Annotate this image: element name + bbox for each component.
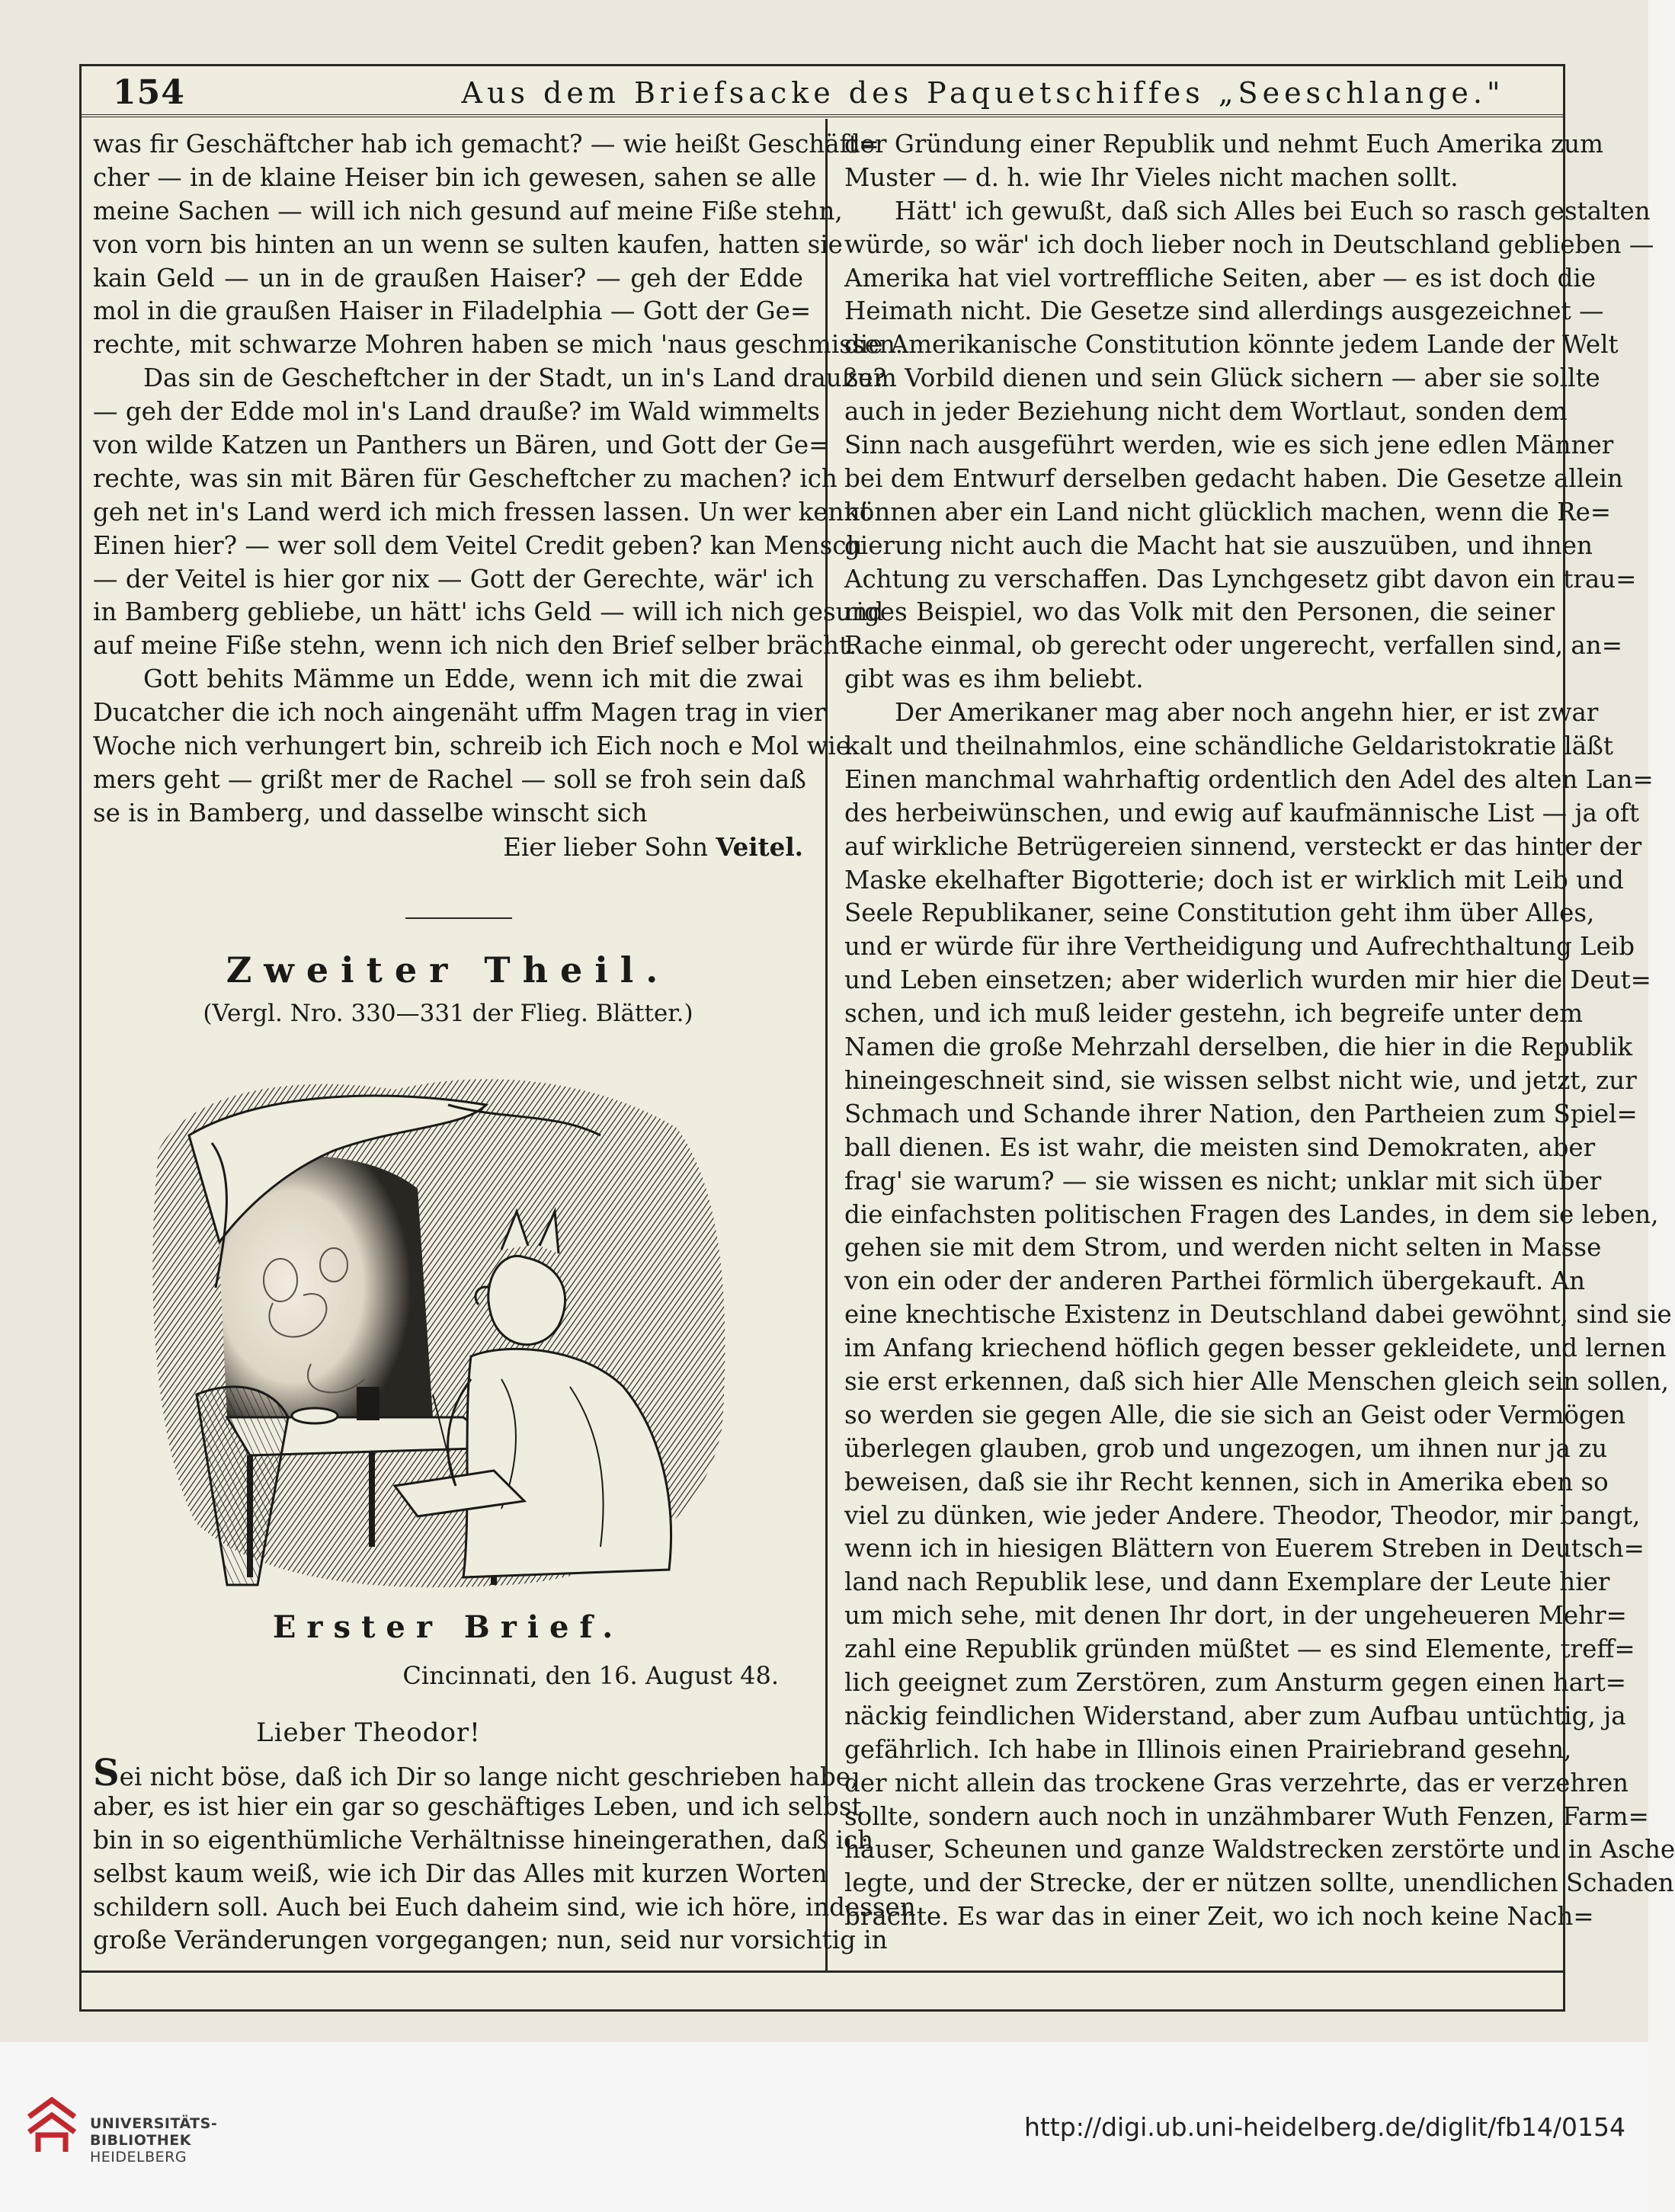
- text-line: schildern soll. Auch bei Euch daheim sind, wie ich höre, indessen: [93, 1892, 916, 1922]
- text-line: bin in so eigenthümliche Verhältnisse hineingerathen, daß ich: [93, 1825, 874, 1855]
- running-title: Aus dem Briefsacke des Paquetschiffes „Seeschlange.": [461, 76, 1505, 110]
- institution-name[interactable]: [90, 2115, 217, 2166]
- text-line: gibt was es ihm beliebt.: [844, 664, 1144, 694]
- text-line: viel zu dünken, wie jeder Andere. Theodor, Theodor, mir bangt,: [844, 1500, 1641, 1530]
- text-line: — geh der Edde mol in's Land drauße? im Wald wimmelts: [93, 397, 820, 427]
- text-line: Das sin de Gescheftcher in der Stadt, un in's Land drauße?: [143, 363, 886, 393]
- text-line: brachte. Es war das in einer Zeit, wo ich noch keine Nach=: [844, 1902, 1594, 1932]
- text-line: Der Amerikaner mag aber noch angehn hier, er ist zwar: [895, 698, 1599, 728]
- text-line: gefährlich. Ich habe in Illinois einen Prairiebrand gesehn,: [844, 1734, 1572, 1764]
- text-line: in Bamberg gebliebe, un hätt' ichs Geld — will ich nich gesund: [93, 597, 884, 627]
- text-line: Gott behits Mämme un Edde, wenn ich mit die zwai: [143, 664, 803, 694]
- text-line: Ducatcher die ich noch aingenäht uffm Magen trag in vier: [93, 698, 826, 728]
- institution-line: BIBLIOTHEK: [90, 2132, 191, 2149]
- part-subtitle: (Vergl. Nro. 330—331 der Flieg. Blätter.): [203, 1000, 693, 1027]
- text-line: mol in die graußen Haiser in Filadelphia — Gott der Ge=: [93, 296, 812, 326]
- text-line: gehen sie mit dem Strom, und werden nicht selten in Masse: [844, 1233, 1602, 1263]
- dateline: Cincinnati, den 16. August 48.: [402, 1661, 779, 1690]
- text-line: überlegen glauben, grob und ungezogen, um ihnen nur ja zu: [844, 1433, 1608, 1463]
- letter-title: Erster Brief.: [272, 1609, 624, 1645]
- text-line: häuser, Scheunen und ganze Waldstrecken zerstörte und in Asche: [844, 1835, 1675, 1865]
- text-line: auf meine Fiße stehn, wenn ich nich den Brief selber brächt.: [93, 631, 857, 661]
- text-line: um mich sehe, mit denen Ihr dort, in der ungeheueren Mehr=: [844, 1601, 1627, 1631]
- text-line: rechte, mit schwarze Mohren haben se mich 'naus geschmissen.: [93, 330, 904, 360]
- text-line: ball dienen. Es ist wahr, die meisten sind Demokraten, aber: [844, 1132, 1596, 1162]
- text-line: Sei nicht böse, daß ich Dir so lange nicht geschrieben habe,: [93, 1752, 859, 1794]
- text-line: die einfachsten politischen Fragen des Landes, in dem sie leben,: [844, 1199, 1659, 1229]
- page-number: 154: [113, 73, 185, 112]
- signature-prefix: Eier lieber Sohn: [503, 832, 709, 862]
- text-line: Hätt' ich gewußt, daß sich Alles bei Euch so rasch gestalten: [895, 196, 1651, 226]
- permalink-url[interactable]: http://digi.ub.uni-heidelberg.de/diglit/fb14/0154: [1023, 2112, 1625, 2142]
- text-line: Namen die große Mehrzahl derselben, die hier in die Republik: [844, 1032, 1633, 1062]
- engraving-man-writing-letter-icon: [143, 1059, 753, 1593]
- text-line: und Leben einsetzen; aber widerlich wurden mir hier die Deut=: [844, 965, 1651, 995]
- text-line: Einen manchmal wahrhaftig ordentlich den Adel des alten Lan=: [844, 764, 1654, 794]
- dropcap: S: [93, 1752, 120, 1794]
- text-line: aber, es ist hier ein gar so geschäftiges Leben, und ich selbst: [93, 1791, 862, 1821]
- text-line: geh net in's Land werd ich mich fressen lassen. Un wer kennt: [93, 497, 870, 527]
- text-line: rechte, was sin mit Bären für Gescheftcher zu machen? ich: [93, 463, 838, 493]
- text-line: Rache einmal, ob gerecht oder ungerecht, verfallen sind, an=: [844, 631, 1622, 661]
- text-line: gierung nicht auch die Macht hat sie auszuüben, und ihnen: [844, 530, 1593, 560]
- text-line: auf wirkliche Betrügereien sinnend, versteckt er das hinter der: [844, 831, 1642, 861]
- bottom-rule: [79, 1970, 1565, 1973]
- text-line: hineingeschneit sind, sie wissen selbst nicht wie, und jetzt, zur: [844, 1065, 1637, 1095]
- signature-name: Veitel.: [716, 831, 803, 862]
- text-line: von ein oder der anderen Parthei förmlich übergekauft. An: [844, 1266, 1586, 1296]
- text-line: mers geht — grißt mer de Rachel — soll se froh sein daß: [93, 764, 806, 794]
- text-line: lich geeignet zum Zerstören, zum Ansturm gegen einen hart=: [844, 1667, 1626, 1697]
- text-line: des herbeiwünschen, und ewig auf kaufmännische List — ja oft: [844, 798, 1639, 827]
- text-line: die Amerikanische Constitution könnte jedem Lande der Welt: [844, 330, 1619, 360]
- text-line: riges Beispiel, wo das Volk mit den Personen, die seiner: [844, 597, 1555, 627]
- text-line: legte, und der Strecke, der er nützen sollte, unendlichen Schaden: [844, 1868, 1674, 1898]
- header-rule: [79, 114, 1565, 117]
- text-line: wenn ich in hiesigen Blättern von Euerem Streben in Deutsch=: [844, 1534, 1645, 1564]
- text-line: näckig feindlichen Widerstand, aber zum Aufbau untüchtig, ja: [844, 1701, 1626, 1730]
- text-line: im Anfang kriechend höflich gegen besser gekleidete, und lernen: [844, 1333, 1667, 1363]
- text-line: Amerika hat viel vortreffliche Seiten, aber — es ist doch die: [844, 263, 1596, 293]
- text-line: eine knechtische Existenz in Deutschland dabei gewöhnt, sind sie: [844, 1300, 1672, 1330]
- text-line: — der Veitel is hier gor nix — Gott der Gerechte, wär' ich: [93, 564, 815, 594]
- text-line: zum Vorbild dienen und sein Glück sichern — aber sie sollte: [844, 363, 1600, 393]
- salutation: Lieber Theodor!: [256, 1717, 481, 1748]
- text-line: land nach Republik lese, und dann Exemplare der Leute hier: [844, 1567, 1610, 1597]
- right-column: [844, 128, 1675, 1934]
- text-line: Sinn nach ausgeführt werden, wie es sich jene edlen Männer: [844, 431, 1614, 460]
- institution-line: HEIDELBERG: [90, 2149, 187, 2166]
- text-line: würde, so wär' ich doch lieber noch in Deutschland geblieben —: [844, 229, 1654, 259]
- text-line: Maske ekelhafter Bigotterie; doch ist er wirklich mit Leib und: [844, 865, 1624, 895]
- text-line: bei dem Entwurf derselben gedacht haben. Die Gesetze allein: [844, 463, 1623, 493]
- text-line: Einen hier? — wer soll dem Veitel Credit geben? kan Mensch: [93, 530, 863, 560]
- text-line: was fir Geschäftcher hab ich gemacht? — wie heißt Geschäft=: [93, 130, 879, 158]
- text-line: von wilde Katzen un Panthers un Bären, und Gott der Ge=: [93, 431, 830, 460]
- text-line: cher — in de klaine Heiser bin ich gewesen, sahen se alle: [93, 162, 817, 192]
- text-line: Achtung zu verschaffen. Das Lynchgesetz gibt davon ein trau=: [844, 564, 1637, 594]
- text-line: sie erst erkennen, daß sich hier Alle Menschen gleich sein sollen,: [844, 1366, 1670, 1396]
- text-line: zahl eine Republik gründen müßtet — es sind Elemente, treff=: [844, 1634, 1635, 1664]
- letter-body: [93, 1752, 916, 1958]
- text-line: sollte, sondern auch noch in unzähmbarer Wuth Fenzen, Farm=: [844, 1801, 1649, 1831]
- text-line: frag' sie warum? — sie wissen es nicht; unklar mit sich über: [844, 1166, 1602, 1196]
- ub-heidelberg-logo-icon[interactable]: [23, 2094, 81, 2158]
- institution-line: UNIVERSITÄTS-: [90, 2115, 218, 2132]
- text-line: so werden sie gegen Alle, die sie sich an Geist oder Vermögen: [844, 1400, 1625, 1429]
- text-line: Woche nich verhungert bin, schreib ich Eich noch e Mol wie: [93, 731, 851, 761]
- text-line: meine Sachen — will ich nich gesund auf meine Fiße stehn,: [93, 196, 843, 226]
- text-line: Muster — d. h. wie Ihr Vieles nicht machen sollt.: [844, 162, 1459, 192]
- text-line: kalt und theilnahmlos, eine schändliche Geldaristokratie läßt: [844, 731, 1613, 761]
- text-line: Schmach und Schande ihrer Nation, den Partheien zum Spiel=: [844, 1099, 1638, 1128]
- text-line: Heimath nicht. Die Gesetze sind allerdings ausgezeichnet —: [844, 296, 1604, 326]
- section-divider: [405, 917, 512, 919]
- text-line: und er würde für ihre Vertheidigung und Aufrechthaltung Leib: [844, 932, 1635, 962]
- text-line: beweisen, daß sie ihr Recht kennen, sich in Amerika eben so: [844, 1467, 1609, 1497]
- text-line: große Veränderungen vorgegangen; nun, seid nur vorsichtig in: [93, 1925, 888, 1955]
- text-line: der Gründung einer Republik und nehmt Euch Amerika zum: [844, 130, 1603, 158]
- text-line: können aber ein Land nicht glücklich machen, wenn die Re=: [844, 497, 1612, 527]
- column-divider: [825, 119, 828, 1970]
- text-line: se is in Bamberg, und dasselbe winscht sich: [93, 798, 648, 827]
- part-title: Zweiter Theil.: [226, 949, 671, 991]
- text-line: schen, und ich muß leider gestehn, ich begreife unter dem: [844, 999, 1584, 1029]
- text-line: kain Geld — un in de graußen Haiser? — geh der Edde: [93, 263, 803, 293]
- text-line: der nicht allein das trockene Gras verzehrte, das er verzehren: [844, 1768, 1629, 1797]
- text-line: Seele Republikaner, seine Constitution geht ihm über Alles,: [844, 898, 1595, 928]
- text-line: von vorn bis hinten an un wenn se sulten kaufen, hatten sie: [93, 229, 843, 259]
- signature-line: [93, 831, 803, 864]
- left-column: [93, 128, 904, 864]
- text-line: auch in jeder Beziehung nicht dem Wortlaut, sonden dem: [844, 397, 1568, 427]
- text-line: selbst kaum weiß, wie ich Dir das Alles mit kurzen Worten: [93, 1858, 828, 1888]
